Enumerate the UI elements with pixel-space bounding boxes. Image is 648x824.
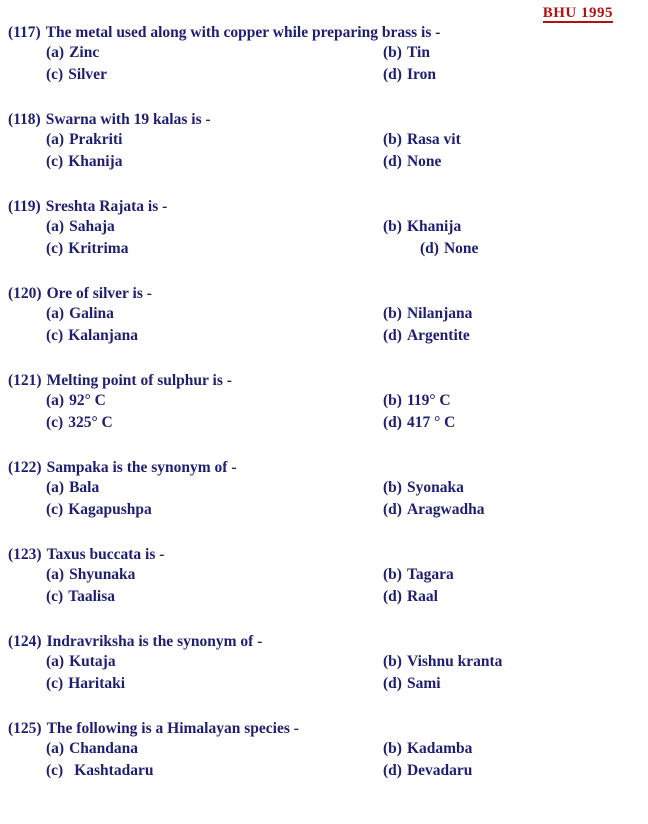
page-header [0, 0, 648, 22]
option-a-label: (a) [46, 44, 65, 61]
question-line [0, 458, 648, 477]
option-a-label: (a) [46, 566, 65, 583]
option-c [46, 238, 383, 260]
option-row-cd [0, 151, 648, 173]
option-d-label: (d) [383, 153, 402, 170]
option-a-label: (a) [46, 740, 65, 757]
question-block [0, 458, 648, 521]
option-c-text: Kritrima [68, 240, 129, 257]
question-text: Sreshta Rajata is - [45, 198, 168, 215]
option-d-label: (d) [383, 588, 402, 605]
option-a-text: Bala [69, 479, 100, 496]
option-row-cd [0, 760, 648, 782]
question-block [0, 110, 648, 173]
option-a-label: (a) [46, 131, 65, 148]
option-c-label: (c) [46, 327, 64, 344]
option-b-label: (b) [383, 740, 402, 757]
option-d [383, 64, 436, 86]
option-c [46, 151, 383, 173]
option-b-text: Vishnu kranta [406, 653, 503, 670]
option-row-cd [0, 499, 648, 521]
question-number: (117) [8, 24, 41, 41]
option-d-label: (d) [420, 240, 439, 257]
option-b [383, 738, 472, 760]
option-b-label: (b) [383, 305, 402, 322]
exam-source-tag: BHU 1995 [542, 5, 613, 21]
option-b-text: Kadamba [406, 740, 473, 757]
option-d [383, 586, 438, 608]
option-row-ab [0, 477, 648, 499]
option-c [46, 412, 383, 434]
option-d-text: Aragwadha [406, 501, 485, 518]
option-d-text: Sami [406, 675, 441, 692]
option-d-label: (d) [383, 66, 402, 83]
question-number: (120) [8, 285, 42, 302]
option-c [46, 760, 383, 782]
question-block [0, 545, 648, 608]
option-b-text: Rasa vit [406, 131, 461, 148]
option-b-text: 119° C [406, 392, 451, 409]
option-b-label: (b) [383, 131, 402, 148]
option-c [46, 673, 383, 695]
question-block [0, 632, 648, 695]
option-row-ab [0, 651, 648, 673]
option-d-label: (d) [383, 762, 402, 779]
option-c-label: (c) [46, 675, 64, 692]
question-line [0, 632, 648, 651]
option-b [383, 651, 502, 673]
option-d-text: None [406, 153, 442, 170]
question-number: (122) [8, 459, 42, 476]
option-a-text: Zinc [69, 44, 100, 61]
question-number: (118) [8, 111, 41, 128]
question-text: Taxus buccata is - [46, 546, 165, 563]
option-row-ab [0, 738, 648, 760]
option-a [46, 129, 383, 151]
option-b [383, 390, 451, 412]
option-a-label: (a) [46, 392, 65, 409]
option-d [383, 238, 478, 260]
option-d [383, 412, 455, 434]
option-a-text: Prakriti [69, 131, 123, 148]
option-a [46, 564, 383, 586]
option-a-text: Galina [69, 305, 114, 322]
option-a-text: 92° C [69, 392, 106, 409]
option-b [383, 303, 472, 325]
option-c [46, 64, 383, 86]
option-row-cd [0, 238, 648, 260]
question-number: (125) [8, 720, 42, 737]
option-row-ab [0, 129, 648, 151]
question-line [0, 371, 648, 390]
question-line [0, 197, 648, 216]
question-text: The following is a Himalayan species - [46, 720, 299, 737]
option-d-text: Argentite [406, 327, 470, 344]
option-c-text: Khanija [68, 153, 123, 170]
option-c-label: (c) [46, 66, 64, 83]
option-b [383, 42, 430, 64]
option-b-text: Khanija [406, 218, 462, 235]
option-c-text: Kashtadaru [74, 762, 154, 779]
option-a-text: Sahaja [69, 218, 115, 235]
question-block [0, 197, 648, 260]
option-a-label: (a) [46, 653, 65, 670]
option-row-ab [0, 216, 648, 238]
option-b [383, 216, 461, 238]
option-d [383, 673, 441, 695]
option-a [46, 303, 383, 325]
option-row-cd [0, 412, 648, 434]
option-a [46, 651, 383, 673]
option-c-label: (c) [46, 588, 64, 605]
option-d-label: (d) [383, 501, 402, 518]
question-block [0, 23, 648, 86]
option-c [46, 499, 383, 521]
option-d-text: Iron [406, 66, 436, 83]
option-d-text: Raal [406, 588, 438, 605]
option-b-label: (b) [383, 218, 402, 235]
option-row-ab [0, 303, 648, 325]
question-text: Melting point of sulphur is - [46, 372, 232, 389]
option-c [46, 586, 383, 608]
option-b-label: (b) [383, 44, 402, 61]
question-block [0, 371, 648, 434]
option-b-text: Tin [406, 44, 430, 61]
option-c-label: (c) [46, 153, 64, 170]
question-line [0, 110, 648, 129]
option-row-cd [0, 673, 648, 695]
option-d [383, 325, 470, 347]
option-c-label: (c) [46, 762, 64, 779]
option-d-text: Devadaru [406, 762, 473, 779]
question-text: The metal used along with copper while preparing brass is - [45, 24, 441, 41]
option-a-text: Chandana [69, 740, 139, 757]
option-a [46, 42, 383, 64]
option-d [383, 499, 484, 521]
option-c-text: Haritaki [68, 675, 126, 692]
option-row-ab [0, 390, 648, 412]
question-text: Sampaka is the synonym of - [46, 459, 237, 476]
option-row-cd [0, 586, 648, 608]
option-c-text: Taalisa [68, 588, 116, 605]
question-text: Swarna with 19 kalas is - [45, 111, 211, 128]
option-a-text: Kutaja [69, 653, 116, 670]
option-b-label: (b) [383, 653, 402, 670]
question-text: Ore of silver is - [46, 285, 152, 302]
question-block [0, 719, 648, 782]
option-c-label: (c) [46, 414, 64, 431]
option-b-text: Tagara [406, 566, 454, 583]
option-c-text: Silver [68, 66, 107, 83]
option-a [46, 477, 383, 499]
question-text: Indravriksha is the synonym of - [46, 633, 263, 650]
question-number: (119) [8, 198, 41, 215]
option-b-label: (b) [383, 392, 402, 409]
option-c [46, 325, 383, 347]
option-row-ab [0, 42, 648, 64]
option-d [383, 151, 441, 173]
question-number: (121) [8, 372, 42, 389]
option-b [383, 129, 461, 151]
option-c-text: 325° C [68, 414, 113, 431]
option-b [383, 564, 454, 586]
option-a-label: (a) [46, 479, 65, 496]
option-a-text: Shyunaka [69, 566, 136, 583]
option-b-text: Nilanjana [406, 305, 473, 322]
question-line [0, 545, 648, 564]
option-row-cd [0, 64, 648, 86]
question-line [0, 284, 648, 303]
option-b-text: Syonaka [406, 479, 464, 496]
option-a [46, 216, 383, 238]
option-a [46, 738, 383, 760]
question-list [0, 22, 648, 782]
question-line [0, 23, 648, 42]
option-d-label: (d) [383, 675, 402, 692]
question-number: (123) [8, 546, 42, 563]
question-line [0, 719, 648, 738]
option-a-label: (a) [46, 305, 65, 322]
option-d-text: 417 ° C [406, 414, 456, 431]
option-d [383, 760, 472, 782]
question-number: (124) [8, 633, 42, 650]
option-c-text: Kagapushpa [68, 501, 152, 518]
option-d-label: (d) [383, 327, 402, 344]
option-d-text: None [443, 240, 479, 257]
option-b-label: (b) [383, 479, 402, 496]
option-c-label: (c) [46, 240, 64, 257]
option-b-label: (b) [383, 566, 402, 583]
option-row-ab [0, 564, 648, 586]
question-block [0, 284, 648, 347]
option-c-label: (c) [46, 501, 64, 518]
option-a [46, 390, 383, 412]
option-c-text: Kalanjana [68, 327, 138, 344]
option-row-cd [0, 325, 648, 347]
option-d-label: (d) [383, 414, 402, 431]
option-b [383, 477, 464, 499]
option-a-label: (a) [46, 218, 65, 235]
